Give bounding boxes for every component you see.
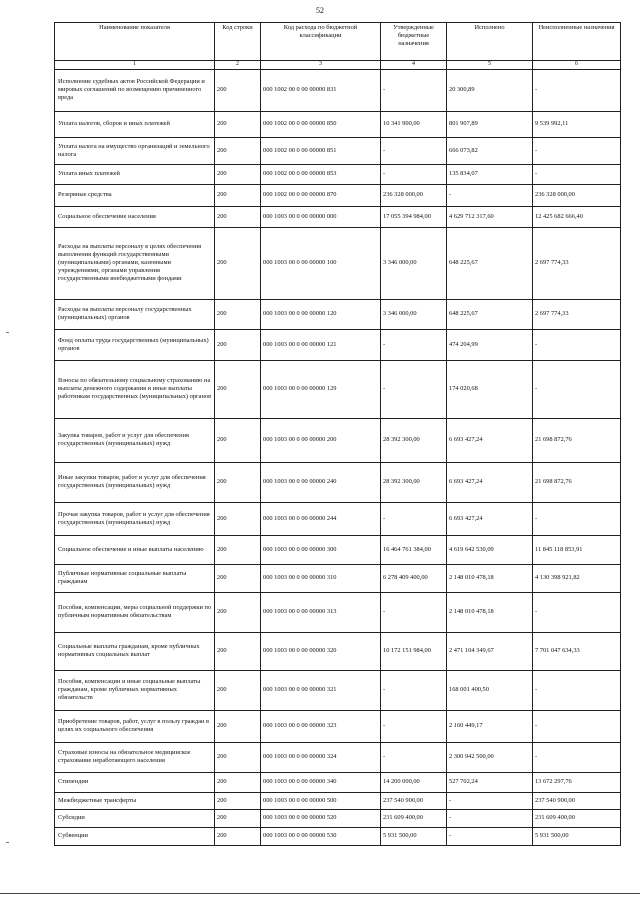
indicator-name-cell: Социальные выплаты гражданам, кроме публичных нормативных социальных выплат [55, 632, 215, 670]
classification-cell: 000 1003 00 0 00 00000 310 [261, 564, 381, 592]
line-code-cell: 200 [215, 111, 261, 137]
column-number: 4 [381, 61, 447, 70]
classification-cell: 000 1003 00 0 00 00000 129 [261, 360, 381, 418]
executed-cell: 174 020,68 [447, 360, 533, 418]
unexecuted-cell: 11 845 118 853,91 [533, 535, 621, 564]
approved-cell: - [381, 710, 447, 742]
table-row [55, 164, 621, 184]
executed-cell: 527 702,24 [447, 772, 533, 792]
line-code-cell: 200 [215, 792, 261, 809]
executed-cell: 4 629 712 317,60 [447, 206, 533, 227]
indicator-name-cell: Расходы на выплаты персоналу государственных (муниципальных) органов [55, 299, 215, 329]
unexecuted-cell: 21 698 872,76 [533, 418, 621, 462]
indicator-name-cell: Страховые взносы на обязательное медицинское страхование неработающего населения [55, 742, 215, 772]
executed-cell: 2 160 449,17 [447, 710, 533, 742]
classification-cell: 000 1002 00 0 00 00000 870 [261, 184, 381, 206]
indicator-name-cell: Социальное обеспечение населения [55, 206, 215, 227]
line-code-cell: 200 [215, 418, 261, 462]
approved-cell: - [381, 360, 447, 418]
indicator-name-cell: Уплата налогов, сборов и иных платежей [55, 111, 215, 137]
line-code-cell: 200 [215, 299, 261, 329]
classification-cell: 000 1003 00 0 00 00000 500 [261, 792, 381, 809]
line-code-cell: 200 [215, 206, 261, 227]
column-number: 5 [447, 61, 533, 70]
header-budget-classification: Код расхода по бюджетной классификации [261, 23, 381, 61]
line-code-cell: 200 [215, 360, 261, 418]
unexecuted-cell: 231 609 400,00 [533, 809, 621, 827]
executed-cell: 666 073,82 [447, 137, 533, 164]
unexecuted-cell: 7 701 047 634,33 [533, 632, 621, 670]
approved-cell: 17 055 394 984,00 [381, 206, 447, 227]
table-row [55, 299, 621, 329]
approved-cell: 28 392 300,00 [381, 462, 447, 502]
unexecuted-cell: - [533, 69, 621, 111]
executed-cell: 801 907,89 [447, 111, 533, 137]
classification-cell: 000 1003 00 0 00 00000 323 [261, 710, 381, 742]
table-row [55, 462, 621, 502]
table-row [55, 137, 621, 164]
executed-cell: 2 148 010 478,18 [447, 592, 533, 632]
table-row [55, 742, 621, 772]
executed-cell: 2 148 010 478,18 [447, 564, 533, 592]
approved-cell: - [381, 69, 447, 111]
table-row [55, 502, 621, 535]
table-row [55, 564, 621, 592]
executed-cell: 474 204,99 [447, 329, 533, 360]
scan-mark [6, 842, 9, 843]
unexecuted-cell: - [533, 592, 621, 632]
indicator-name-cell: Расходы на выплаты персоналу в целях обеспечения выполнения функций государственными (муниципальными) органами, казенными учреждениями, органами управления государственными внебюджетными фондами [55, 227, 215, 299]
executed-cell: - [447, 809, 533, 827]
header-unexecuted: Неисполненные назначения [533, 23, 621, 61]
table-row [55, 772, 621, 792]
executed-cell: 4 619 642 530,09 [447, 535, 533, 564]
column-number: 1 [55, 61, 215, 70]
table-row [55, 827, 621, 845]
table-row [55, 418, 621, 462]
table-row [55, 592, 621, 632]
indicator-name-cell: Субсидии [55, 809, 215, 827]
classification-cell: 000 1003 00 0 00 00000 120 [261, 299, 381, 329]
unexecuted-cell: 5 931 500,00 [533, 827, 621, 845]
classification-cell: 000 1003 00 0 00 00000 121 [261, 329, 381, 360]
table-row [55, 792, 621, 809]
classification-cell: 000 1003 00 0 00 00000 100 [261, 227, 381, 299]
unexecuted-cell: 2 697 774,33 [533, 227, 621, 299]
line-code-cell: 200 [215, 670, 261, 710]
line-code-cell: 200 [215, 710, 261, 742]
indicator-name-cell: Закупка товаров, работ и услуг для обеспечения государственных (муниципальных) нужд [55, 418, 215, 462]
line-code-cell: 200 [215, 632, 261, 670]
executed-cell: 2 300 942 500,00 [447, 742, 533, 772]
header-executed: Исполнено [447, 23, 533, 61]
executed-cell: 648 225,67 [447, 299, 533, 329]
approved-cell: - [381, 329, 447, 360]
classification-cell: 000 1002 00 0 00 00000 853 [261, 164, 381, 184]
header-indicator-name: Наименование показателя [55, 23, 215, 61]
line-code-cell: 200 [215, 742, 261, 772]
unexecuted-cell: 13 672 297,76 [533, 772, 621, 792]
indicator-name-cell: Публичные нормативные социальные выплаты гражданам [55, 564, 215, 592]
classification-cell: 000 1003 00 0 00 00000 240 [261, 462, 381, 502]
page-bottom-rule [0, 893, 640, 894]
budget-execution-table [54, 22, 621, 846]
executed-cell: 6 693 427,24 [447, 502, 533, 535]
line-code-cell: 200 [215, 592, 261, 632]
indicator-name-cell: Уплата налога на имущество организаций и земельного налога [55, 137, 215, 164]
scan-mark [6, 332, 9, 333]
approved-cell: 28 392 300,00 [381, 418, 447, 462]
executed-cell: 135 834,07 [447, 164, 533, 184]
classification-cell: 000 1002 00 0 00 00000 850 [261, 111, 381, 137]
unexecuted-cell: - [533, 502, 621, 535]
approved-cell: - [381, 670, 447, 710]
table-row [55, 809, 621, 827]
indicator-name-cell: Взносы по обязательному социальному страхованию на выплаты денежного содержания и иные выплаты работникам государственных (муниципальных) органов [55, 360, 215, 418]
indicator-name-cell: Стипендии [55, 772, 215, 792]
unexecuted-cell: 9 539 992,11 [533, 111, 621, 137]
approved-cell: - [381, 137, 447, 164]
approved-cell: - [381, 164, 447, 184]
classification-cell: 000 1003 00 0 00 00000 200 [261, 418, 381, 462]
executed-cell: - [447, 827, 533, 845]
classification-cell: 000 1003 00 0 00 00000 300 [261, 535, 381, 564]
unexecuted-cell: 2 697 774,33 [533, 299, 621, 329]
indicator-name-cell: Межбюджетные трансферты [55, 792, 215, 809]
executed-cell: 2 471 104 349,67 [447, 632, 533, 670]
approved-cell: 3 346 000,00 [381, 227, 447, 299]
executed-cell: 6 693 427,24 [447, 418, 533, 462]
classification-cell: 000 1003 00 0 00 00000 313 [261, 592, 381, 632]
unexecuted-cell: - [533, 670, 621, 710]
approved-cell: - [381, 592, 447, 632]
approved-cell: 236 328 000,00 [381, 184, 447, 206]
column-number: 2 [215, 61, 261, 70]
line-code-cell: 200 [215, 502, 261, 535]
approved-cell: 14 200 000,00 [381, 772, 447, 792]
unexecuted-cell: 12 425 682 666,40 [533, 206, 621, 227]
column-number: 3 [261, 61, 381, 70]
line-code-cell: 200 [215, 329, 261, 360]
line-code-cell: 200 [215, 535, 261, 564]
table-row [55, 360, 621, 418]
approved-cell: 10 172 151 984,00 [381, 632, 447, 670]
table-row [55, 535, 621, 564]
approved-cell: 6 278 409 400,00 [381, 564, 447, 592]
unexecuted-cell: - [533, 329, 621, 360]
classification-cell: 000 1003 00 0 00 00000 520 [261, 809, 381, 827]
indicator-name-cell: Резервные средства [55, 184, 215, 206]
approved-cell: 3 346 000,00 [381, 299, 447, 329]
unexecuted-cell: - [533, 164, 621, 184]
line-code-cell: 200 [215, 227, 261, 299]
approved-cell: 231 609 400,00 [381, 809, 447, 827]
executed-cell: 6 693 427,24 [447, 462, 533, 502]
table-row [55, 184, 621, 206]
table-row [55, 227, 621, 299]
indicator-name-cell: Субвенции [55, 827, 215, 845]
unexecuted-cell: 236 328 000,00 [533, 184, 621, 206]
classification-cell: 000 1003 00 0 00 00000 244 [261, 502, 381, 535]
indicator-name-cell: Исполнение судебных актов Российской Федерации и мировых соглашений по возмещению причиненного вреда [55, 69, 215, 111]
indicator-name-cell: Уплата иных платежей [55, 164, 215, 184]
approved-cell: 10 341 900,00 [381, 111, 447, 137]
indicator-name-cell: Пособия, компенсации и иные социальные выплаты гражданам, кроме публичных нормативных обязательств [55, 670, 215, 710]
table-row [55, 710, 621, 742]
table-row [55, 206, 621, 227]
column-number-row [55, 61, 621, 70]
unexecuted-cell: 21 698 872,76 [533, 462, 621, 502]
line-code-cell: 200 [215, 462, 261, 502]
executed-cell: 168 001 400,50 [447, 670, 533, 710]
indicator-name-cell: Прочая закупка товаров, работ и услуг для обеспечения государственных (муниципальных) нужд [55, 502, 215, 535]
unexecuted-cell: - [533, 137, 621, 164]
line-code-cell: 200 [215, 564, 261, 592]
line-code-cell: 200 [215, 772, 261, 792]
classification-cell: 000 1003 00 0 00 00000 320 [261, 632, 381, 670]
classification-cell: 000 1003 00 0 00 00000 324 [261, 742, 381, 772]
approved-cell: 237 540 900,00 [381, 792, 447, 809]
table-row [55, 632, 621, 670]
line-code-cell: 200 [215, 184, 261, 206]
classification-cell: 000 1003 00 0 00 00000 340 [261, 772, 381, 792]
header-approved: Утвержденные бюджетные назначения [381, 23, 447, 61]
indicator-name-cell: Пособия, компенсации, меры социальной поддержки по публичным нормативным обязательствам [55, 592, 215, 632]
approved-cell: 16 464 761 384,00 [381, 535, 447, 564]
unexecuted-cell: - [533, 742, 621, 772]
indicator-name-cell: Иные закупки товаров, работ и услуг для обеспечения государственных (муниципальных) нужд [55, 462, 215, 502]
line-code-cell: 200 [215, 827, 261, 845]
executed-cell: 648 225,67 [447, 227, 533, 299]
line-code-cell: 200 [215, 809, 261, 827]
executed-cell: - [447, 184, 533, 206]
approved-cell: 5 931 500,00 [381, 827, 447, 845]
executed-cell: 20 300,89 [447, 69, 533, 111]
classification-cell: 000 1003 00 0 00 00000 530 [261, 827, 381, 845]
line-code-cell: 200 [215, 137, 261, 164]
table-row [55, 670, 621, 710]
unexecuted-cell: 237 540 900,00 [533, 792, 621, 809]
classification-cell: 000 1002 00 0 00 00000 831 [261, 69, 381, 111]
unexecuted-cell: - [533, 710, 621, 742]
unexecuted-cell: 4 130 398 921,82 [533, 564, 621, 592]
classification-cell: 000 1003 00 0 00 00000 321 [261, 670, 381, 710]
approved-cell: - [381, 502, 447, 535]
table-row [55, 329, 621, 360]
classification-cell: 000 1003 00 0 00 00000 000 [261, 206, 381, 227]
line-code-cell: 200 [215, 69, 261, 111]
approved-cell: - [381, 742, 447, 772]
unexecuted-cell: - [533, 360, 621, 418]
page-number: 52 [316, 6, 324, 15]
line-code-cell: 200 [215, 164, 261, 184]
executed-cell: - [447, 792, 533, 809]
column-number: 6 [533, 61, 621, 70]
header-line-code: Код строки [215, 23, 261, 61]
indicator-name-cell: Приобретение товаров, работ, услуг в пользу граждан в целях их социального обеспечения [55, 710, 215, 742]
indicator-name-cell: Фонд оплаты труда государственных (муниципальных) органов [55, 329, 215, 360]
classification-cell: 000 1002 00 0 00 00000 851 [261, 137, 381, 164]
header-row [55, 23, 621, 61]
indicator-name-cell: Социальное обеспечение и иные выплаты населению [55, 535, 215, 564]
table-row [55, 69, 621, 111]
table-row [55, 111, 621, 137]
